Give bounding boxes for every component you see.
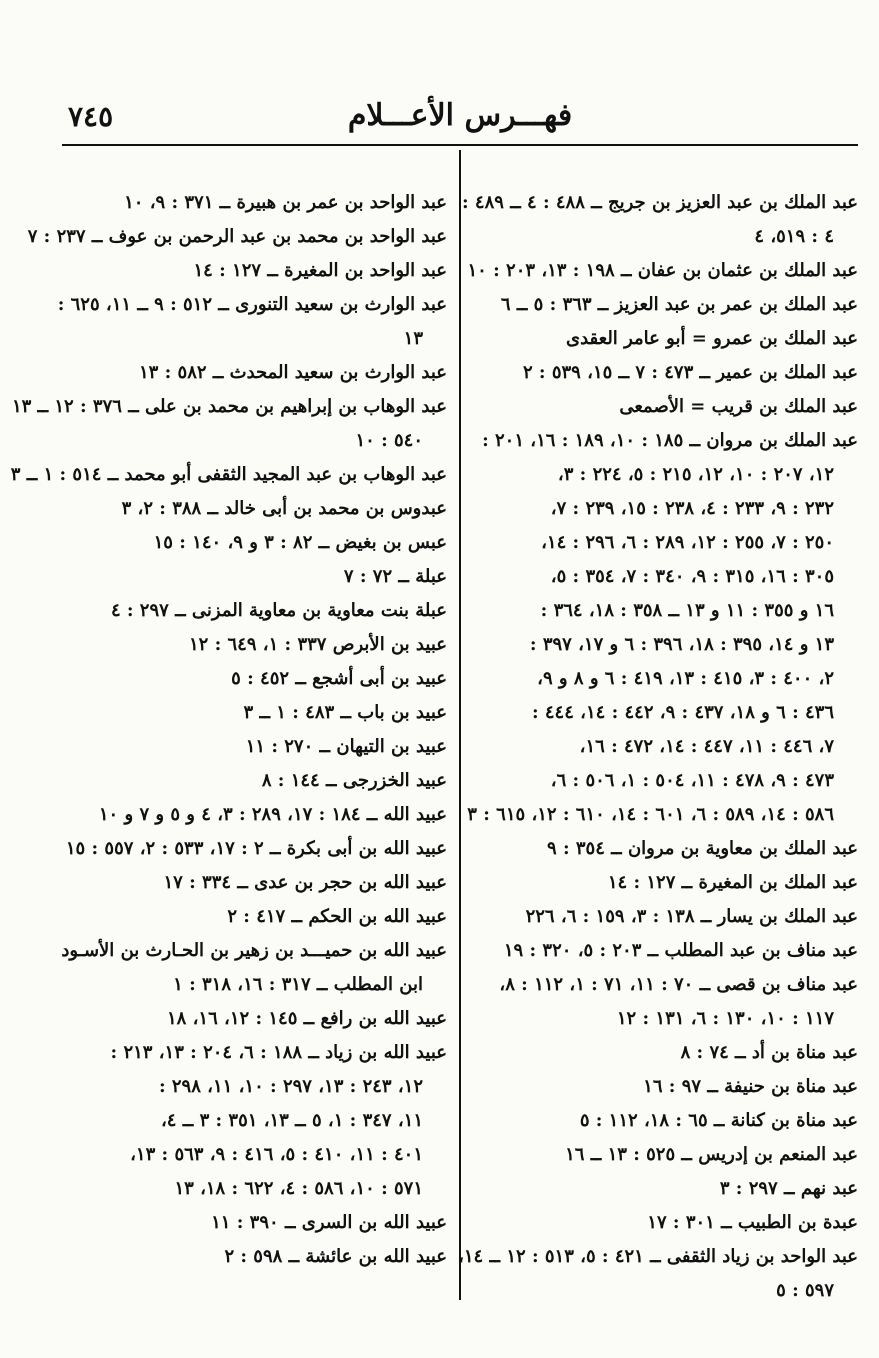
index-entry xyxy=(478,900,858,934)
index-entry-line: عبد الملك بن المغيرة ــ ١٢٧ : ١٤ xyxy=(607,872,858,893)
index-entry-line: عبيد الله بن حميـــد بن زهير بن الحـارث بن الأسـود xyxy=(61,940,447,961)
page-title: فهـــرس الأعـــلام xyxy=(347,98,573,133)
index-entry xyxy=(467,424,858,832)
index-entry xyxy=(62,594,447,628)
index-entry-line: عبد الوارث بن سعيد المحدث ــ ٥٨٢ : ١٣ xyxy=(139,362,447,383)
index-entry xyxy=(478,1206,858,1240)
index-entry xyxy=(62,492,447,526)
index-entry-line: عبيد الله بن السرى ــ ٣٩٠ : ١١ xyxy=(211,1212,447,1233)
index-entry xyxy=(62,934,447,1002)
index-entry-line: عبلة ــ ٧٢ : ٧ xyxy=(343,566,447,587)
index-entry-line: عبدة بن الطبيب ــ ٣٠١ : ١٧ xyxy=(647,1212,858,1233)
index-entry-continuation: ١٢، ٢٤٣ : ١٣، ٢٩٧ : ١٠، ١١، ٢٩٨ : xyxy=(158,1076,423,1097)
index-entry xyxy=(467,254,858,288)
index-entry-line: عبيد الله ــ ١٨٤ : ١٧، ٢٨٩ : ٣، ٤ و ٥ و ٧ و ١٠ xyxy=(98,804,447,825)
index-entry xyxy=(62,696,447,730)
index-entry-line: عبد الواحد بن المغيرة ــ ١٢٧ : ١٤ xyxy=(193,260,447,281)
index-entry-line: عبد الملك بن مروان ــ ١٨٥ : ١٠، ١٨٩ : ١٦، ٢٠١ : xyxy=(482,430,858,451)
index-entry-continuation: ٣٠٥ : ١٦، ٣١٥ : ٩، ٣٤٠ : ٧، ٣٥٤ : ٥، xyxy=(550,566,834,587)
index-entry xyxy=(62,730,447,764)
index-entry xyxy=(478,968,858,1036)
index-entry xyxy=(62,254,447,288)
index-entry-line: عبد الوارث بن سعيد التنورى ــ ٥١٢ : ٩ ــ ١١، ٦٢٥ : xyxy=(57,294,447,315)
index-entry-line: عبد الواحد بن محمد بن عبد الرحمن بن عوف ــ ٢٣٧ : ٧ xyxy=(27,226,447,247)
index-entry-continuation: ١١٧ : ١٠، ١٣٠ : ٦، ١٣١ : ١٢ xyxy=(616,1008,834,1029)
index-entry xyxy=(478,1070,858,1104)
index-entry xyxy=(62,832,447,866)
index-entry-continuation: ٤٧٣ : ٩، ٤٧٨ : ١١، ٥٠٤ : ١، ٥٠٦ : ٦، xyxy=(550,770,834,791)
index-entry-line: عبيد بن الأبرص ٣٣٧ : ١، ٦٤٩ : ١٢ xyxy=(188,634,447,655)
index-entry xyxy=(62,186,447,220)
index-entry-line: عبيد بن باب ــ ٤٨٣ : ١ ــ ٣ xyxy=(243,702,447,723)
index-entry-continuation: ٥٨٦ : ١٤، ٥٨٩ : ٦، ٦٠١ : ١٤، ٦١٠ : ١٢، ٦١٥ : ٣ xyxy=(467,804,834,825)
index-entry xyxy=(462,186,858,254)
index-entry xyxy=(62,526,447,560)
column-divider xyxy=(459,150,461,1300)
index-entry xyxy=(11,390,447,458)
index-entry xyxy=(478,288,858,322)
index-entry-line: عبيد الله بن أبى بكرة ــ ٢ : ١٧، ٥٣٣ : ٢، ٥٥٧ : ١٥ xyxy=(65,838,447,859)
index-entry-line: عبد مناف بن قصى ــ ٧٠ : ١١، ٧١ : ١، ١١٢ : ٨، xyxy=(499,974,858,995)
index-entry-line: عبد الواحد بن عمر بن هبيرة ــ ٣٧١ : ٩، ١٠ xyxy=(124,192,447,213)
index-entry-continuation: ٢٣٢ : ٩، ٢٣٣ : ٤، ٢٣٨ : ١٥، ٢٣٩ : ٧، xyxy=(550,498,834,519)
index-entry-continuation: ٢، ٤٠٠ : ٣، ٤١٥ : ١٣، ٤١٩ : ٦ و ٨ و ٩، xyxy=(537,668,834,689)
index-entry xyxy=(458,1240,858,1308)
index-entry-line: عبيد الله بن حجر بن عدى ــ ٣٣٤ : ١٧ xyxy=(163,872,447,893)
index-entry-line: عبيد الله بن زياد ــ ١٨٨ : ٦، ٢٠٤ : ١٣، ٢١٣ : xyxy=(110,1042,447,1063)
index-entry-line: عبد الملك بن يسار ــ ١٣٨ : ٣، ١٥٩ : ٦، ٢٢٦ xyxy=(525,906,858,927)
index-entry-line: عبدوس بن محمد بن أبى خالد ــ ٣٨٨ : ٢، ٣ xyxy=(121,498,447,519)
header-rule xyxy=(62,144,858,146)
index-entry-line: عبيد الخزرجى ــ ١٤٤ : ٨ xyxy=(261,770,447,791)
index-entry-line: عبد الملك بن عثمان بن عفان ــ ١٩٨ : ١٣، ٢٠٣ : ١٠ xyxy=(467,260,858,281)
index-entry-line: عبد مناف بن عبد المطلب ــ ٢٠٣ : ٥، ٣٢٠ : ١٩ xyxy=(503,940,858,961)
index-entry xyxy=(62,356,447,390)
index-column-right xyxy=(458,186,858,1308)
index-entry-line: عبلة بنت معاوية بن معاوية المزنى ــ ٢٩٧ : ٤ xyxy=(110,600,447,621)
index-entry-continuation: ١٣ و ١٤، ٣٩٥ : ١٨، ٣٩٦ : ٦ و ١٧، ٣٩٧ : xyxy=(529,634,834,655)
index-entry xyxy=(62,764,447,798)
index-entry-line: عبد الملك بن معاوية بن مروان ــ ٣٥٤ : ٩ xyxy=(547,838,858,859)
index-entry-line: عبد الملك بن عبد العزيز بن جريج ــ ٤٨٨ : ٤ ــ ٤٨٩ : xyxy=(462,192,858,213)
index-entry-line: عبيد الله بن رافع ــ ١٤٥ : ١٢، ١٦، ١٨ xyxy=(166,1008,447,1029)
index-entry xyxy=(478,1172,858,1206)
index-entry xyxy=(62,1206,447,1240)
index-entry-continuation: ٤ : ٥١٩، ٤ xyxy=(754,226,834,247)
index-entry xyxy=(62,560,447,594)
index-entry-line: عبد نهم ــ ٢٩٧ : ٣ xyxy=(719,1178,858,1199)
index-entry-continuation: ٥٤٠ : ١٠ xyxy=(355,430,423,451)
page-number: ٧٤٥ xyxy=(68,100,114,133)
index-entry-line: عبد الملك بن عمير ــ ٤٧٣ : ٧ ــ ١٥، ٥٣٩ : ٢ xyxy=(522,362,858,383)
index-entry xyxy=(62,900,447,934)
index-entry xyxy=(62,628,447,662)
index-entry-line: عبد الملك بن عمرو = أبو عامر العقدى xyxy=(566,328,858,349)
index-entry-line: عبد مناة بن كنانة ــ ٦٥ : ١٨، ١١٢ : ٥ xyxy=(579,1110,858,1131)
index-entry xyxy=(62,1036,447,1206)
index-entry xyxy=(62,1002,447,1036)
index-entry-line: عبد مناة بن أد ــ ٧٤ : ٨ xyxy=(680,1042,858,1063)
index-entry-line: عبد الوهاب بن إبراهيم بن محمد بن على ــ ٣٧٦ : ١٢ ــ ١٣ xyxy=(11,396,447,417)
index-entry-continuation: ١٣ xyxy=(403,328,423,349)
index-entry-line: عبيد بن أبى أشجع ــ ٤٥٢ : ٥ xyxy=(231,668,447,689)
index-entry xyxy=(62,1240,447,1274)
index-entry-line: عبيد بن التيهان ــ ٢٧٠ : ١١ xyxy=(245,736,447,757)
index-entry xyxy=(478,322,858,356)
index-entry-line: عبيد الله بن الحكم ــ ٤١٧ : ٢ xyxy=(227,906,447,927)
index-entry xyxy=(478,1036,858,1070)
index-column-left xyxy=(10,186,447,1274)
index-entry xyxy=(478,390,858,424)
index-entry-continuation: ٢٥٠ : ٧، ٢٥٥ : ١٢، ٢٨٩ : ٦، ٢٩٦ : ١٤، xyxy=(541,532,834,553)
index-entry-line: عبد الملك بن قريب = الأصمعى xyxy=(619,396,858,417)
index-entry-line: عبد الملك بن عمر بن عبد العزيز ــ ٣٦٣ : ٥ ــ ٦ xyxy=(500,294,858,315)
index-entry-line: عبد الوهاب بن عبد المجيد الثقفى أبو محمد ــ ٥١٤ : ١ ــ ٣ xyxy=(10,464,447,485)
index-entry xyxy=(62,798,447,832)
index-entry xyxy=(478,832,858,866)
index-entry-continuation: ابن المطلب ــ ٣١٧ : ١٦، ٣١٨ : ١ xyxy=(173,974,423,995)
index-entry xyxy=(62,662,447,696)
index-entry xyxy=(478,1138,858,1172)
index-entry-continuation: ١٦ و ٣٥٥ : ١١ و ١٣ ــ ٣٥٨ : ١٨، ٣٦٤ : xyxy=(540,600,834,621)
index-entry-continuation: ١٢، ٢٠٧ : ١٠، ١٢، ٢١٥ : ٥، ٢٢٤ : ٣، xyxy=(557,464,834,485)
index-entry xyxy=(10,458,447,492)
index-entry-continuation: ٧، ٤٤٦ : ١١، ٤٤٧ : ١٤، ٤٧٢ : ١٦، xyxy=(579,736,834,757)
index-entry-continuation: ٥٩٧ : ٥ xyxy=(776,1280,834,1301)
index-entry xyxy=(27,220,447,254)
index-entry xyxy=(478,1104,858,1138)
index-entry-continuation: ٥٧١ : ١٠، ٥٨٦ : ٤، ٦٢٢ : ١٨، ١٣ xyxy=(174,1178,423,1199)
index-entry-line: عبد مناة بن حنيفة ــ ٩٧ : ١٦ xyxy=(643,1076,858,1097)
index-entry-line: عبس بن بغيض ــ ٨٢ : ٣ و ٩، ١٤٠ : ١٥ xyxy=(153,532,447,553)
index-entry-line: عبد المنعم بن إدريس ــ ٥٢٥ : ١٣ ــ ١٦ xyxy=(565,1144,858,1165)
index-entry xyxy=(57,288,447,356)
page-header xyxy=(62,96,858,140)
index-entry xyxy=(478,866,858,900)
index-entry-continuation: ٤٣٦ : ٦ و ١٨، ٤٣٧ : ٩، ٤٤٢ : ١٤، ٤٤٤ : xyxy=(531,702,834,723)
index-entry xyxy=(478,934,858,968)
index-entry-continuation: ١١، ٣٤٧ : ١، ٥ ــ ١٣، ٣٥١ : ٣ ــ ٤، xyxy=(160,1110,423,1131)
index-entry-line: عبد الواحد بن زياد الثقفى ــ ٤٢١ : ٥، ٥١٣ : ١٢ ــ ١٤، xyxy=(458,1246,858,1267)
index-entry-line: عبيد الله بن عائشة ــ ٥٩٨ : ٢ xyxy=(224,1246,447,1267)
index-entry xyxy=(62,866,447,900)
index-entry xyxy=(478,356,858,390)
index-entry-continuation: ٤٠١ : ١١، ٤١٠ : ٥، ٤١٦ : ٩، ٥٦٣ : ١٣، xyxy=(130,1144,423,1165)
